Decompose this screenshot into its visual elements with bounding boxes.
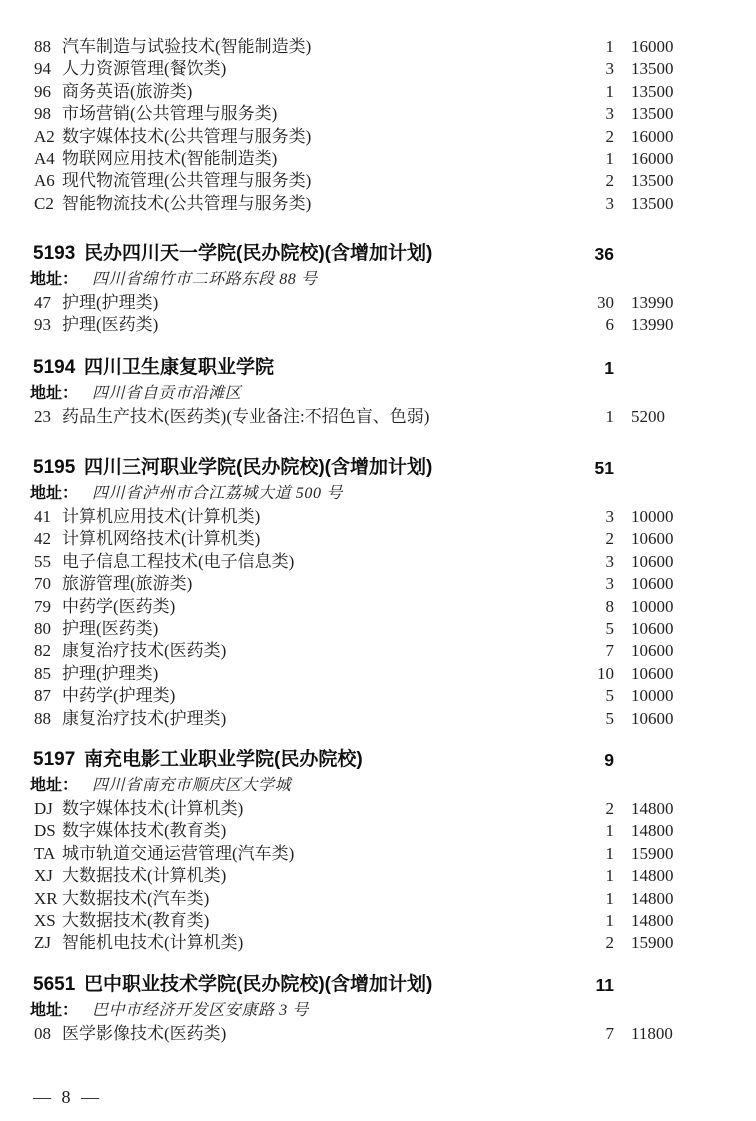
major-row bbox=[0, 193, 756, 215]
major-name: 康复治疗技术(医药类) bbox=[62, 641, 227, 661]
address-label: 地址： bbox=[30, 1002, 79, 1019]
major-name: 市场营销(公共管理与服务类) bbox=[62, 104, 278, 124]
school-name: 四川卫生康复职业学院 bbox=[84, 357, 275, 378]
major-fee: 11800 bbox=[631, 1024, 673, 1043]
major-row bbox=[0, 573, 756, 595]
school-total: 1 bbox=[604, 358, 614, 378]
major-code: 85 bbox=[34, 663, 51, 683]
major-row bbox=[0, 888, 756, 910]
page-number-footer: — 8 — bbox=[33, 1087, 102, 1107]
major-fee: 10600 bbox=[631, 551, 674, 571]
major-fee: 14800 bbox=[631, 910, 674, 930]
major-count: 3 bbox=[605, 574, 614, 594]
major-code: C2 bbox=[34, 193, 54, 213]
major-fee: 14800 bbox=[631, 821, 674, 841]
major-row bbox=[0, 58, 756, 80]
major-count: 1 bbox=[605, 148, 614, 168]
major-fee: 16000 bbox=[631, 126, 674, 146]
major-fee: 16000 bbox=[631, 148, 674, 168]
major-row bbox=[0, 843, 756, 865]
major-code: XS bbox=[34, 910, 56, 930]
school-code: 5651 bbox=[33, 974, 76, 995]
major-code: 80 bbox=[34, 618, 51, 638]
school-total: 11 bbox=[595, 975, 614, 995]
major-count: 2 bbox=[605, 171, 614, 191]
school-section-5193 bbox=[0, 240, 756, 337]
major-name: 城市轨道交通运营管理(汽车类) bbox=[62, 843, 295, 863]
major-code: 79 bbox=[34, 596, 51, 616]
major-count: 1 bbox=[605, 821, 614, 841]
major-name: 物联网应用技术(智能制造类) bbox=[62, 148, 278, 168]
address-label: 地址： bbox=[30, 777, 79, 794]
major-row bbox=[0, 36, 756, 58]
school-header bbox=[0, 354, 756, 382]
school-section-5651 bbox=[0, 971, 756, 1045]
school-header bbox=[0, 746, 756, 774]
school-name: 四川三河职业学院(民办院校)(含增加计划) bbox=[84, 457, 433, 478]
major-code: 93 bbox=[34, 315, 51, 335]
major-count: 1 bbox=[605, 866, 614, 886]
major-name: 护理(医药类) bbox=[62, 618, 159, 638]
major-name: 护理(医药类) bbox=[62, 315, 159, 335]
major-row bbox=[0, 865, 756, 887]
major-code: A2 bbox=[34, 126, 55, 146]
major-name: 中药学(护理类) bbox=[62, 686, 176, 706]
major-fee: 10000 bbox=[631, 596, 674, 616]
major-count: 30 bbox=[597, 293, 614, 312]
major-fee: 15900 bbox=[631, 843, 674, 863]
major-fee: 14800 bbox=[631, 888, 674, 908]
major-fee: 10600 bbox=[631, 574, 674, 594]
address-label: 地址： bbox=[30, 271, 79, 288]
major-count: 1 bbox=[605, 407, 614, 426]
school-section-5197 bbox=[0, 746, 756, 955]
major-name: 康复治疗技术(护理类) bbox=[62, 708, 227, 728]
school-name: 南充电影工业职业学院(民办院校) bbox=[84, 749, 363, 770]
major-fee: 13500 bbox=[631, 171, 674, 191]
school-address-line bbox=[0, 482, 756, 506]
major-fee: 13500 bbox=[631, 81, 674, 101]
major-count: 5 bbox=[605, 618, 614, 638]
major-row bbox=[0, 126, 756, 148]
major-fee: 13990 bbox=[631, 293, 674, 312]
school-address-line bbox=[0, 268, 756, 292]
major-code: TA bbox=[34, 843, 56, 863]
major-count: 2 bbox=[605, 799, 614, 818]
major-name: 中药学(医药类) bbox=[62, 596, 176, 616]
major-count: 1 bbox=[605, 888, 614, 908]
major-count: 3 bbox=[605, 507, 614, 526]
major-code: DJ bbox=[34, 799, 53, 818]
major-fee: 10600 bbox=[631, 663, 674, 683]
major-name: 汽车制造与试验技术(智能制造类) bbox=[62, 37, 312, 56]
school-total: 9 bbox=[604, 750, 614, 770]
major-name: 智能机电技术(计算机类) bbox=[62, 933, 244, 953]
address-text: 四川省泸州市合江荔城大道 500 号 bbox=[92, 485, 343, 502]
major-count: 1 bbox=[605, 910, 614, 930]
major-fee: 5200 bbox=[631, 407, 665, 426]
major-count: 2 bbox=[605, 529, 614, 549]
major-name: 大数据技术(计算机类) bbox=[62, 866, 227, 886]
major-name: 现代物流管理(公共管理与服务类) bbox=[62, 171, 312, 191]
address-label: 地址： bbox=[30, 485, 79, 502]
major-code: 23 bbox=[34, 407, 51, 426]
major-code: A4 bbox=[34, 148, 55, 168]
address-text: 四川省自贡市沿滩区 bbox=[92, 385, 242, 402]
major-code: DS bbox=[34, 821, 56, 841]
major-code: 82 bbox=[34, 641, 51, 661]
major-count: 3 bbox=[605, 59, 614, 79]
school-header bbox=[0, 971, 756, 999]
major-row bbox=[0, 640, 756, 662]
major-name: 数字媒体技术(公共管理与服务类) bbox=[62, 126, 312, 146]
major-fee: 10000 bbox=[631, 686, 674, 706]
major-fee: 15900 bbox=[631, 933, 674, 953]
major-code: 88 bbox=[34, 708, 51, 728]
major-name: 药品生产技术(医药类)(专业备注:不招色盲、色弱) bbox=[62, 407, 430, 426]
major-row bbox=[0, 596, 756, 618]
major-count: 5 bbox=[605, 686, 614, 706]
major-code: 08 bbox=[34, 1024, 51, 1043]
major-name: 电子信息工程技术(电子信息类) bbox=[62, 551, 295, 571]
major-fee: 14800 bbox=[631, 799, 674, 818]
school-code: 5193 bbox=[33, 243, 76, 264]
major-count: 2 bbox=[605, 933, 614, 953]
major-row bbox=[0, 820, 756, 842]
school-address-line bbox=[0, 382, 756, 406]
major-count: 1 bbox=[605, 37, 614, 56]
major-row bbox=[0, 663, 756, 685]
major-count: 7 bbox=[605, 1024, 614, 1043]
major-code: 98 bbox=[34, 104, 51, 124]
school-header bbox=[0, 454, 756, 482]
major-count: 3 bbox=[605, 193, 614, 213]
major-fee: 16000 bbox=[631, 37, 674, 56]
major-row bbox=[0, 170, 756, 192]
major-row bbox=[0, 551, 756, 573]
school-name: 巴中职业技术学院(民办院校)(含增加计划) bbox=[84, 974, 433, 995]
major-count: 5 bbox=[605, 708, 614, 728]
major-name: 商务英语(旅游类) bbox=[62, 81, 193, 101]
major-fee: 13500 bbox=[631, 193, 674, 213]
major-row bbox=[0, 685, 756, 707]
major-fee: 10600 bbox=[631, 529, 674, 549]
major-row bbox=[0, 528, 756, 550]
major-name: 人力资源管理(餐饮类) bbox=[62, 59, 227, 79]
major-count: 2 bbox=[605, 126, 614, 146]
major-code: XR bbox=[34, 888, 58, 908]
continuation-major-list bbox=[0, 36, 756, 215]
school-header bbox=[0, 240, 756, 268]
major-name: 数字媒体技术(教育类) bbox=[62, 821, 227, 841]
address-text: 巴中市经济开发区安康路 3 号 bbox=[92, 1002, 310, 1019]
major-row bbox=[0, 618, 756, 640]
major-row bbox=[0, 406, 756, 428]
school-section-5195 bbox=[0, 454, 756, 730]
major-fee: 14800 bbox=[631, 866, 674, 886]
major-count: 1 bbox=[605, 843, 614, 863]
major-name: 护理(护理类) bbox=[62, 663, 159, 683]
major-count: 8 bbox=[605, 596, 614, 616]
major-count: 3 bbox=[605, 551, 614, 571]
major-fee: 13990 bbox=[631, 315, 674, 335]
address-text: 四川省绵竹市二环路东段 88 号 bbox=[92, 271, 318, 288]
major-name: 计算机网络技术(计算机类) bbox=[62, 529, 261, 549]
major-code: 41 bbox=[34, 507, 51, 526]
major-name: 护理(护理类) bbox=[62, 293, 159, 312]
major-count: 10 bbox=[597, 663, 614, 683]
major-code: A6 bbox=[34, 171, 55, 191]
major-name: 智能物流技术(公共管理与服务类) bbox=[62, 193, 312, 213]
major-row bbox=[0, 148, 756, 170]
major-row bbox=[0, 932, 756, 954]
major-fee: 10600 bbox=[631, 708, 674, 728]
major-fee: 13500 bbox=[631, 104, 674, 124]
major-count: 1 bbox=[605, 81, 614, 101]
major-code: ZJ bbox=[34, 933, 51, 953]
school-total: 36 bbox=[594, 244, 614, 264]
major-row bbox=[0, 292, 756, 314]
major-name: 大数据技术(汽车类) bbox=[62, 888, 210, 908]
school-code: 5195 bbox=[33, 457, 76, 478]
major-code: 70 bbox=[34, 574, 51, 594]
major-name: 医学影像技术(医药类) bbox=[62, 1024, 227, 1043]
major-row bbox=[0, 1023, 756, 1045]
major-fee: 13500 bbox=[631, 59, 674, 79]
school-address-line bbox=[0, 999, 756, 1023]
major-row bbox=[0, 910, 756, 932]
address-label: 地址： bbox=[30, 385, 79, 402]
major-code: 87 bbox=[34, 686, 51, 706]
major-row bbox=[0, 708, 756, 730]
school-code: 5194 bbox=[33, 357, 76, 378]
school-section-5194 bbox=[0, 354, 756, 428]
major-fee: 10600 bbox=[631, 641, 674, 661]
major-code: XJ bbox=[34, 866, 53, 886]
major-fee: 10000 bbox=[631, 507, 674, 526]
major-row bbox=[0, 314, 756, 336]
major-name: 旅游管理(旅游类) bbox=[62, 574, 193, 594]
school-total: 51 bbox=[594, 458, 614, 478]
major-code: 55 bbox=[34, 551, 51, 571]
major-code: 94 bbox=[34, 59, 51, 79]
school-code: 5197 bbox=[33, 749, 76, 770]
major-count: 3 bbox=[605, 104, 614, 124]
major-count: 7 bbox=[605, 641, 614, 661]
major-name: 大数据技术(教育类) bbox=[62, 910, 210, 930]
major-code: 96 bbox=[34, 81, 51, 101]
major-code: 42 bbox=[34, 529, 51, 549]
major-fee: 10600 bbox=[631, 618, 674, 638]
major-code: 47 bbox=[34, 293, 51, 312]
major-name: 数字媒体技术(计算机类) bbox=[62, 799, 244, 818]
school-name: 民办四川天一学院(民办院校)(含增加计划) bbox=[84, 243, 433, 264]
major-code: 88 bbox=[34, 37, 51, 56]
major-count: 6 bbox=[605, 315, 614, 335]
major-name: 计算机应用技术(计算机类) bbox=[62, 507, 261, 526]
major-row bbox=[0, 103, 756, 125]
major-row bbox=[0, 81, 756, 103]
school-address-line bbox=[0, 774, 756, 798]
major-row bbox=[0, 798, 756, 820]
major-row bbox=[0, 506, 756, 528]
address-text: 四川省南充市顺庆区大学城 bbox=[92, 777, 292, 794]
